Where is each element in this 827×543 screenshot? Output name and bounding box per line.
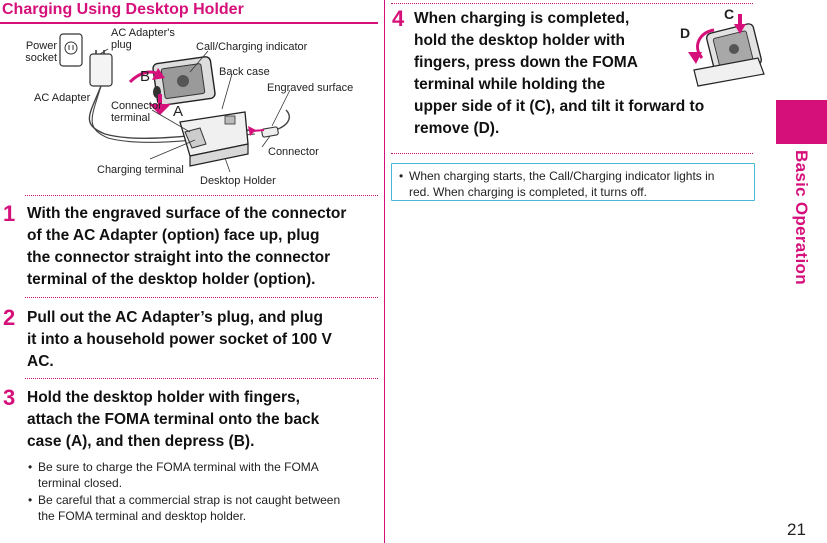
step-text: [27, 387, 382, 453]
step-line: terminal while holding the: [414, 76, 606, 93]
step-line: the connector straight into the connector: [27, 249, 331, 266]
removal-diagram-art: [672, 8, 772, 90]
connector-icon: [261, 110, 289, 137]
label-ac-adapters-plug: AC Adapter's plug: [111, 27, 175, 51]
bullet-line: • Be sure to charge the FOMA terminal with the FOMA: [38, 460, 319, 474]
label-connector: Connector: [268, 146, 319, 158]
step-line: With the engraved surface of the connector: [27, 205, 347, 222]
step-line: Hold the desktop holder with fingers,: [27, 389, 300, 406]
divider: [391, 153, 753, 154]
bullet-note: [38, 459, 383, 491]
label-connector-terminal: Connector terminal: [111, 100, 162, 124]
mark-b: B: [140, 68, 151, 85]
label-charging-terminal: Charging terminal: [97, 164, 184, 176]
step-text: [27, 307, 382, 373]
side-tab-label: [776, 150, 827, 300]
page-number: 21: [787, 520, 806, 539]
step-line: of the AC Adapter (option) face up, plug: [27, 227, 320, 244]
bullet-line: • Be careful that a commercial strap is not caught between: [38, 493, 341, 507]
section-title: Charging Using Desktop Holder: [2, 1, 244, 18]
step-line: terminal of the desktop holder (option).: [27, 271, 316, 288]
bullet-note: [38, 492, 383, 524]
step-line: attach the FOMA terminal onto the back: [27, 411, 320, 428]
label-power-socket: Power socket: [25, 40, 57, 64]
desktop-holder-icon: [180, 112, 248, 166]
step-line: it into a household power socket of 100 V: [27, 331, 332, 348]
side-tab-text: Basic Operation: [792, 150, 811, 285]
divider: [391, 3, 753, 4]
label-engraved-surface: Engraved surface: [267, 82, 354, 94]
step-line: upper side of it (C), and tilt it forward to: [414, 98, 705, 115]
label-back-case: Back case: [219, 66, 270, 78]
label-ac-adapter: AC Adapter: [34, 92, 91, 104]
divider: [25, 378, 378, 379]
step-line: remove (D).: [414, 120, 500, 137]
mark-d: D: [680, 25, 691, 41]
step-number: 4: [392, 6, 405, 31]
mark-a: A: [173, 103, 184, 120]
note-line: red. When charging is completed, it turns off.: [409, 185, 647, 199]
charging-diagram-art: [0, 24, 380, 194]
bullet-line: the FOMA terminal and desktop holder.: [38, 509, 247, 523]
step-line: When charging is completed,: [414, 10, 630, 27]
step-line: AC.: [27, 353, 54, 370]
side-tab: [776, 100, 827, 144]
step-line: hold the desktop holder with: [414, 32, 625, 49]
bullet-line: terminal closed.: [38, 476, 123, 490]
charging-diagram: [0, 24, 380, 194]
step-line: case (A), and then depress (B).: [27, 433, 255, 450]
note-line: • When charging starts, the Call/Charging indicator lights in: [409, 169, 715, 183]
note-text: [409, 168, 754, 200]
step-line: fingers, press down the FOMA: [414, 54, 638, 71]
step-line: Pull out the AC Adapter’s plug, and plug: [27, 309, 323, 326]
step-number: 2: [3, 305, 16, 330]
step-number: 3: [3, 385, 16, 410]
mark-c: C: [724, 6, 735, 22]
power-socket-icon: [60, 34, 82, 66]
divider: [25, 297, 378, 298]
column-divider: [384, 0, 385, 543]
removal-diagram: [672, 8, 772, 90]
step-number: 1: [3, 201, 16, 226]
label-call-charging-indicator: Call/Charging indicator: [196, 41, 308, 53]
label-desktop-holder: Desktop Holder: [200, 175, 276, 187]
step-text: [27, 203, 382, 291]
divider: [25, 195, 378, 196]
